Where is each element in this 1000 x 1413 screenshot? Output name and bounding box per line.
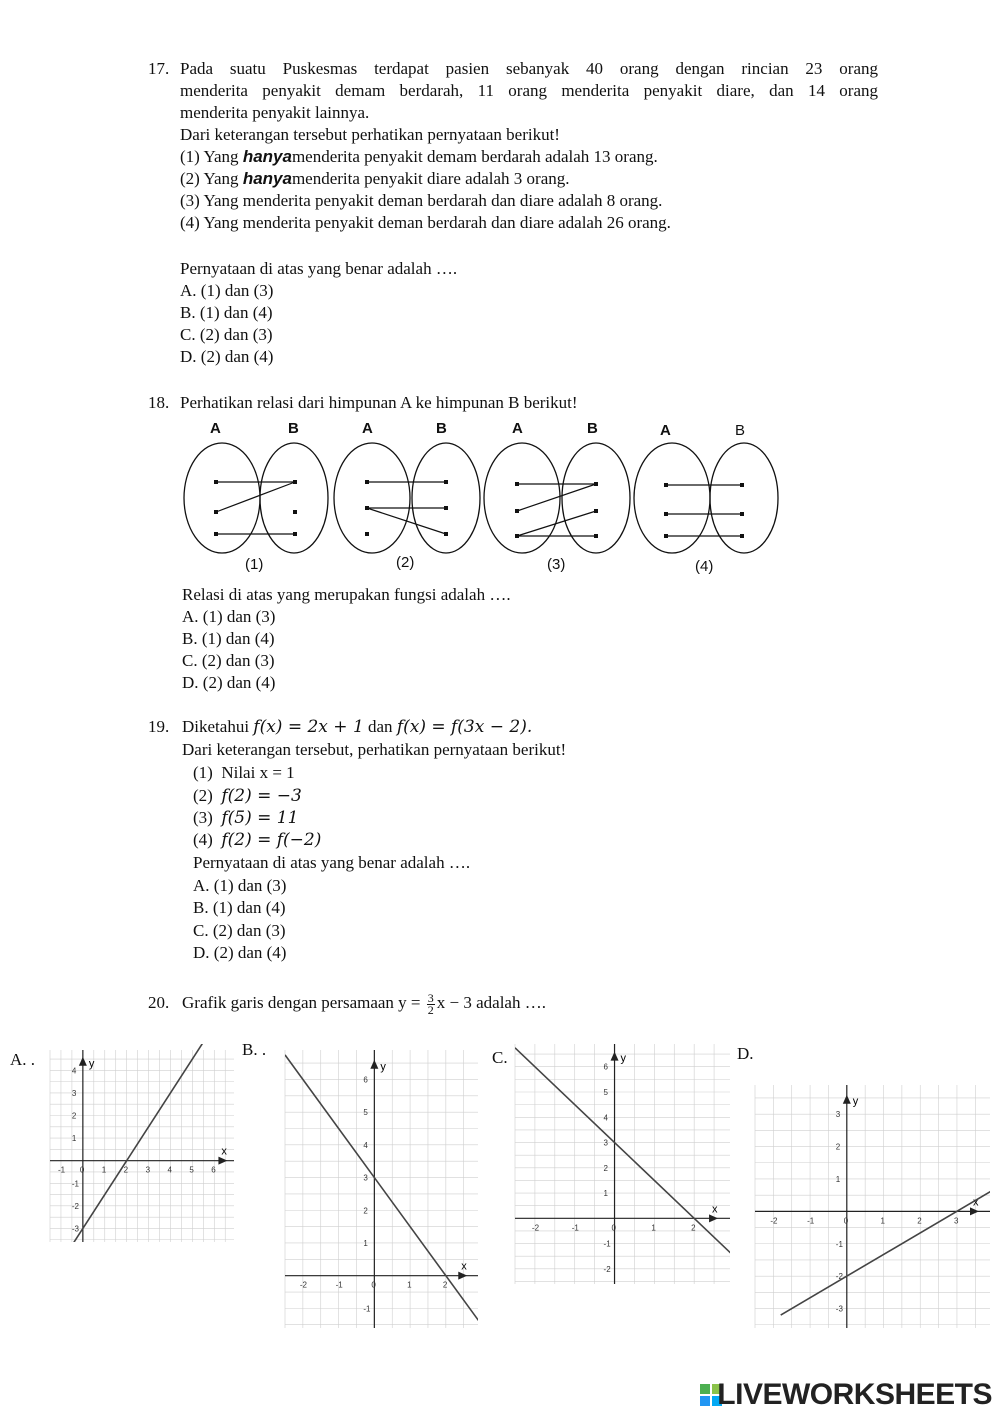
y-tick-label: -2 <box>603 1264 611 1274</box>
liveworksheets-brand: LIVEWORKSHEETS <box>717 1378 992 1411</box>
x-tick-label: 3 <box>145 1165 151 1175</box>
x-tick-label: 0 <box>79 1165 85 1175</box>
x-tick-label: 1 <box>651 1223 656 1233</box>
q17-statement-3: (3) Yang menderita penyakit deman berdarah dan diare adalah 8 orang. <box>180 191 663 210</box>
q19-option-d[interactable]: D. (2) dan (4) <box>193 943 287 962</box>
q17-statement-4: (4) Yang menderita penyakit deman berdarah dan diare adalah 26 orang. <box>180 213 671 232</box>
diagram-1-label-a: A <box>210 420 221 437</box>
q17-intro-line3: menderita penyakit lainnya. <box>180 103 370 122</box>
y-tick-label: 2 <box>71 1111 77 1121</box>
q20-option-c-letter[interactable]: C. <box>492 1048 508 1067</box>
q20-fraction: $\frac{3}{2}$ <box>427 990 434 1017</box>
q18-option-c[interactable]: C. (2) dan (3) <box>182 651 275 670</box>
q17-intro-line4: Dari keterangan tersebut perhatikan pernyataan berikut! <box>180 125 560 144</box>
y-axis-arrow-icon <box>843 1095 851 1104</box>
y-tick-label: 2 <box>835 1142 841 1152</box>
x-axis-arrow-icon <box>970 1207 979 1215</box>
x-axis-label: x <box>461 1260 467 1273</box>
diagram-3-caption: (3) <box>547 556 566 573</box>
x-axis-label: x <box>221 1145 227 1158</box>
x-tick-label: 0 <box>843 1216 849 1226</box>
q18-option-b[interactable]: B. (1) dan (4) <box>182 629 275 648</box>
y-tick-label: 4 <box>363 1140 368 1150</box>
q20-option-d-letter[interactable]: D. <box>737 1044 754 1063</box>
q20-intro: Grafik garis dengan persamaan y = $\frac{3}{2}$ x − 3 adalah …. <box>182 990 546 1017</box>
q17-option-d[interactable]: D. (2) dan (4) <box>180 347 274 366</box>
diagram-1-label-b: B <box>288 420 299 437</box>
y-tick-label: -1 <box>835 1239 843 1249</box>
y-tick-label: 4 <box>71 1066 77 1076</box>
y-tick-label: -2 <box>835 1272 843 1282</box>
q17-number: 17. <box>148 59 170 78</box>
diagram-3-label-b: B <box>587 420 598 437</box>
y-tick-label: 1 <box>835 1174 841 1184</box>
y-tick-label: 6 <box>363 1075 368 1085</box>
x-tick-label: 0 <box>371 1280 376 1290</box>
x-tick-label: 2 <box>442 1280 448 1290</box>
y-tick-label: 5 <box>603 1088 608 1097</box>
diagram-2-label-b: B <box>436 420 447 437</box>
q19-option-a[interactable]: A. (1) dan (3) <box>193 876 287 895</box>
y-tick-label: -2 <box>71 1201 79 1211</box>
q19-statement-2: (2) f(2) = −3 <box>193 786 302 806</box>
q19-statement-3: (3) f(5) = 11 <box>193 808 299 828</box>
x-tick-label: -2 <box>299 1280 307 1290</box>
x-tick-label: -1 <box>57 1165 66 1175</box>
x-tick-label: 2 <box>123 1165 129 1175</box>
y-tick-label: -3 <box>835 1304 843 1314</box>
q20-option-b-letter[interactable]: B. . <box>242 1040 267 1059</box>
x-axis-label: x <box>712 1203 718 1216</box>
x-tick-label: -2 <box>531 1223 540 1233</box>
x-tick-label: 6 <box>211 1165 216 1175</box>
q19-option-b[interactable]: B. (1) dan (4) <box>193 898 286 917</box>
x-tick-label: -1 <box>807 1216 815 1226</box>
x-tick-label: 3 <box>953 1216 959 1226</box>
diagram-4-caption: (4) <box>695 558 714 575</box>
q17-option-b[interactable]: B. (1) dan (4) <box>180 303 273 322</box>
y-tick-label: 4 <box>603 1113 608 1123</box>
x-tick-label: 2 <box>917 1216 922 1226</box>
x-tick-label: -1 <box>335 1280 343 1290</box>
q19-intro2: Dari keterangan tersebut, perhatikan pernyataan berikut! <box>182 740 567 759</box>
graph-content <box>755 1085 994 1328</box>
q17-question: Pernyataan di atas yang benar adalah …. <box>180 259 458 278</box>
y-axis-label: y <box>88 1057 95 1070</box>
y-tick-label: -1 <box>603 1239 611 1249</box>
q17-option-c[interactable]: C. (2) dan (3) <box>180 325 273 344</box>
x-tick-label: -2 <box>770 1216 778 1226</box>
q17-statement-2: (2) Yang hanyamenderita penyakit diare adalah 3 orang. <box>180 169 570 188</box>
q17-option-a[interactable]: A. (1) dan (3) <box>180 281 274 300</box>
q18-number: 18. <box>148 393 170 412</box>
q17-statement-1: (1) Yang hanyamenderita penyakit demam berdarah adalah 13 orang. <box>180 147 658 166</box>
y-tick-label: 3 <box>835 1110 841 1120</box>
y-tick-label: 2 <box>603 1163 608 1173</box>
x-tick-label: 4 <box>167 1165 172 1175</box>
y-tick-label: 3 <box>363 1173 368 1183</box>
diagram-1-caption: (1) <box>245 556 264 573</box>
x-tick-label: 2 <box>691 1223 696 1233</box>
q19-intro: Diketahui f(x) = 2x + 1 dan f(x) = f(3x − 2). <box>182 717 533 737</box>
q17-intro-line2: menderita penyakit demam berdarah, 11 orang menderita penyakit diare, dan 14 orang <box>180 81 878 100</box>
y-tick-label: 2 <box>363 1206 368 1216</box>
y-axis-label: y <box>380 1060 386 1073</box>
diagram-2-label-a: A <box>362 420 373 437</box>
y-axis-label: y <box>620 1052 627 1065</box>
y-tick-label: 1 <box>71 1134 77 1144</box>
y-tick-label: 1 <box>363 1238 368 1248</box>
y-tick-label: -3 <box>71 1224 79 1234</box>
q19-number: 19. <box>148 717 170 736</box>
x-tick-label: 1 <box>407 1280 412 1290</box>
diagram-4-label-a: A <box>660 422 671 439</box>
y-tick-label: 6 <box>603 1062 608 1072</box>
q20-number: 20. <box>148 993 170 1012</box>
q18-intro: Perhatikan relasi dari himpunan A ke himpunan B berikut! <box>180 393 578 412</box>
q19-statement-4: (4) f(2) = f(−2) <box>193 830 322 850</box>
x-tick-label: 0 <box>611 1223 616 1233</box>
x-tick-label: 1 <box>880 1216 885 1226</box>
q18-option-d[interactable]: D. (2) dan (4) <box>182 673 276 692</box>
y-axis-label: y <box>852 1095 859 1108</box>
q18-option-a[interactable]: A. (1) dan (3) <box>182 607 276 626</box>
diagram-4-label-b: B <box>735 422 746 439</box>
q17-intro-line1: Pada suatu Puskesmas terdapat pasien sebanyak 40 orang dengan rincian 23 orang <box>180 59 878 78</box>
diagram-3-label-a: A <box>512 420 523 437</box>
y-tick-label: -1 <box>71 1179 79 1189</box>
q19-option-c[interactable]: C. (2) dan (3) <box>193 921 286 940</box>
x-tick-label: 1 <box>101 1165 107 1175</box>
y-tick-label: -1 <box>363 1304 371 1314</box>
q20-option-a-letter[interactable]: A. . <box>10 1050 36 1069</box>
x-tick-label: 5 <box>189 1165 194 1175</box>
q19-question: Pernyataan di atas yang benar adalah …. <box>193 853 471 872</box>
y-tick-label: 1 <box>603 1189 608 1199</box>
graph-line <box>781 1190 994 1315</box>
x-axis-label: x <box>972 1196 979 1209</box>
q18-question: Relasi di atas yang merupakan fungsi adalah …. <box>182 585 511 604</box>
y-tick-label: 3 <box>603 1138 608 1148</box>
y-tick-label: 3 <box>71 1088 77 1098</box>
q19-statement-1: (1) Nilai x = 1 <box>193 763 295 782</box>
y-tick-label: 5 <box>363 1108 368 1118</box>
diagram-2-caption: (2) <box>396 554 415 571</box>
x-tick-label: -1 <box>571 1223 579 1233</box>
